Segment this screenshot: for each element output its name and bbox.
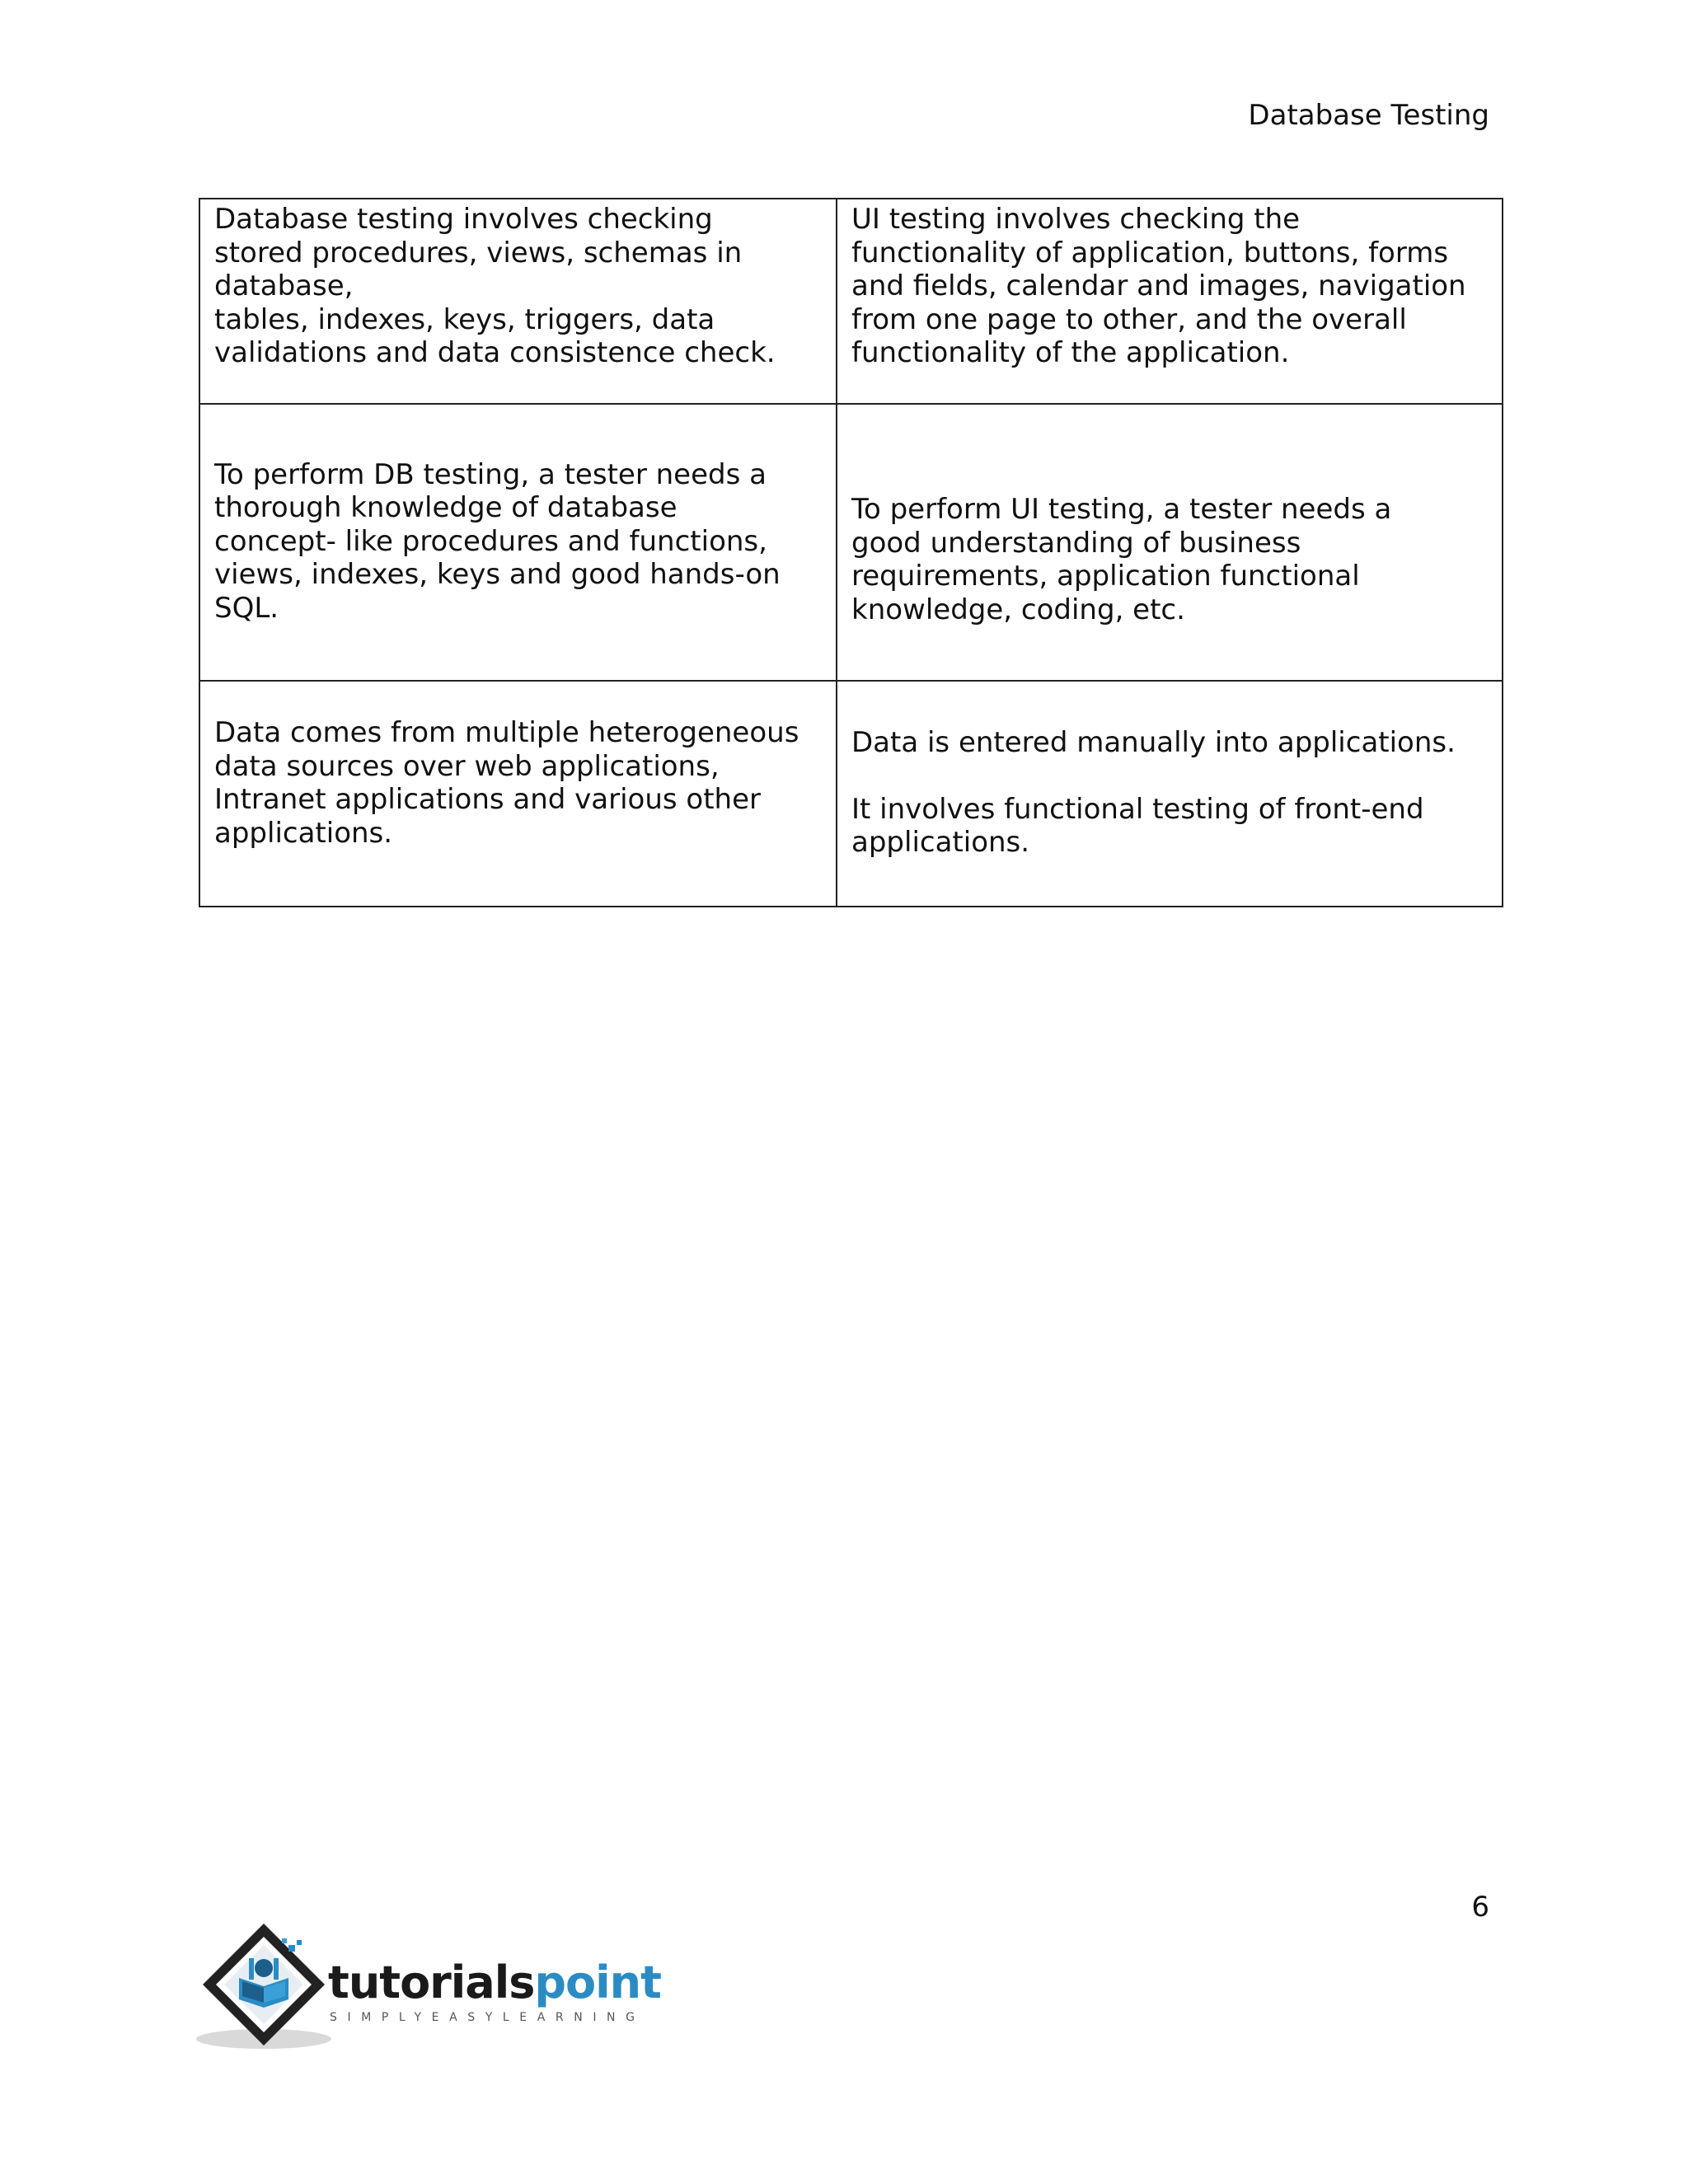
cell-text-line: SQL.: [214, 591, 279, 625]
cell-text-line: from one page to other, and the overall: [851, 302, 1407, 336]
cell-text-line: database,: [214, 269, 354, 302]
cell-text-line: functionality of the application.: [851, 336, 1290, 369]
cell-text-line: good understanding of business: [851, 526, 1301, 560]
cell-text-line: knowledge, coding, etc.: [851, 593, 1185, 626]
cell-text-line: functionality of application, buttons, forms: [851, 236, 1449, 269]
cell-text-line: concept- like procedures and functions,: [214, 524, 767, 558]
logo-wordmark-part1: tutorials: [328, 1957, 535, 2008]
cell-text-line: Data comes from multiple heterogeneous: [214, 716, 799, 749]
cell-text-line: It involves functional testing of front-end: [851, 792, 1424, 826]
tutorialspoint-logo-icon: [196, 1920, 336, 2052]
logo-tagline: SIMPLYEASYLEARNING: [330, 2011, 645, 2024]
logo-wordmark: [328, 1958, 661, 2008]
cell-text-line: Database testing involves checking: [214, 203, 713, 236]
table-row: [199, 404, 1503, 681]
table-cell-db: [199, 199, 837, 404]
table-cell-ui: [837, 404, 1503, 681]
cell-text-line: To perform DB testing, a tester needs a: [214, 457, 767, 491]
cell-text-line: validations and data consistence check.: [214, 336, 776, 369]
cell-text-line: Intranet applications and various other: [214, 783, 761, 816]
cell-text-line: views, indexes, keys and good hands-on: [214, 558, 781, 592]
comparison-table: [199, 198, 1503, 907]
cell-text-line: applications.: [214, 816, 393, 850]
tutorialspoint-logo: [196, 1920, 661, 2052]
cell-text-line: and fields, calendar and images, navigation: [851, 269, 1466, 302]
cell-text-line: requirements, application functional: [851, 560, 1360, 593]
cell-text-line: applications.: [851, 826, 1030, 860]
table-row: [199, 681, 1503, 907]
cell-text-line: stored procedures, views, schemas in: [214, 236, 743, 269]
cell-text-line: data sources over web applications,: [214, 749, 720, 783]
table-cell-ui: [837, 681, 1503, 907]
page-header-title: Database Testing: [1248, 99, 1489, 132]
page-number: 6: [1471, 1891, 1489, 1924]
table-row: [199, 199, 1503, 404]
paragraph-gap: [851, 760, 1489, 793]
cell-text-line: Data is entered manually into applications.: [851, 726, 1456, 760]
table-cell-db: [199, 404, 837, 681]
cell-text-line: UI testing involves checking the: [851, 203, 1301, 236]
table-cell-ui: [837, 199, 1503, 404]
cell-text-line: thorough knowledge of database: [214, 491, 678, 525]
cell-text-line: tables, indexes, keys, triggers, data: [214, 302, 715, 336]
table-cell-db: [199, 681, 837, 907]
logo-wordmark-part2: point: [534, 1957, 661, 2008]
cell-text-line: To perform UI testing, a tester needs a: [851, 493, 1392, 526]
